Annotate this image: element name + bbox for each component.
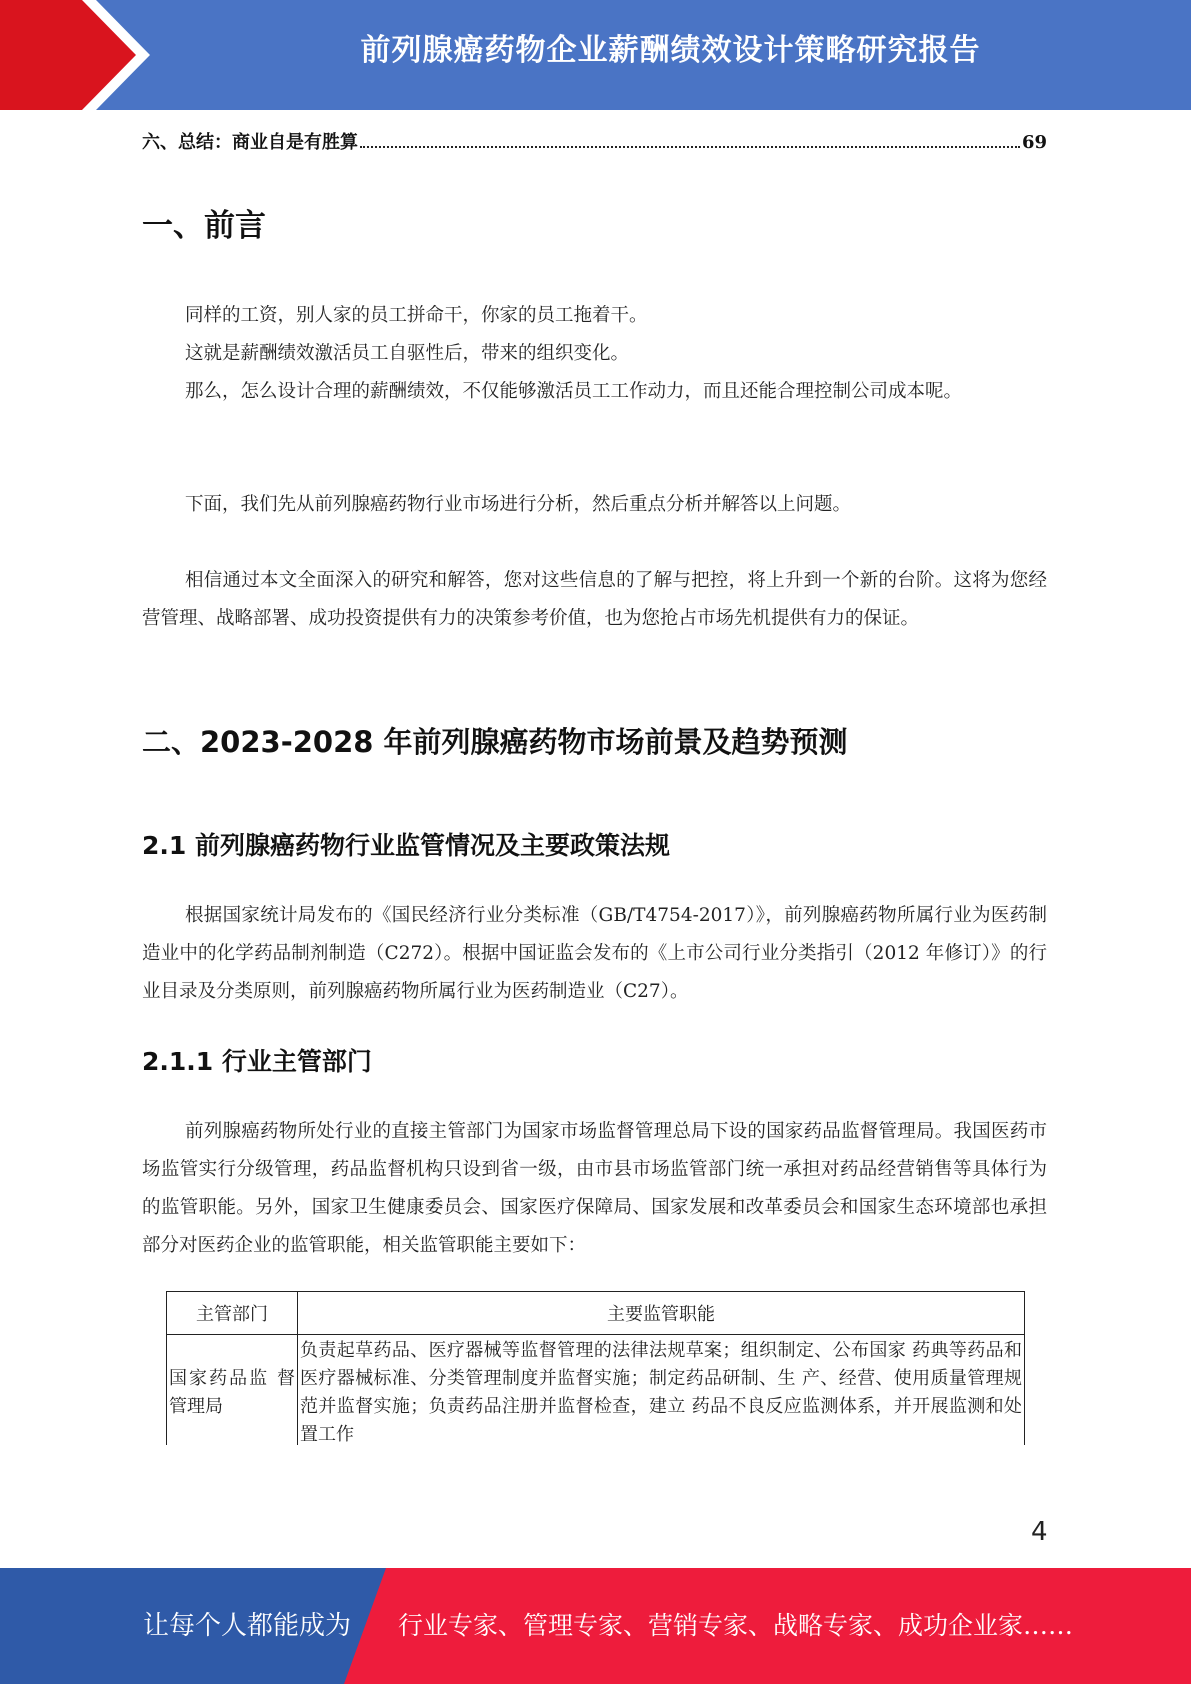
- section-heading-preface: 一、前言: [142, 208, 266, 244]
- table-cell-duty: 负责起草药品、医疗器械等监督管理的法律法规草案；组织制定、公布国家 药典等药品和医疗器械标准、分类管理制度并监督实施；制定药品研制、生 产、经营、使用质量管理规范并监督实施；负责药品注册并监督检查，建立 药品不良反应监测体系，并开展监测和处置工作: [298, 1335, 1025, 1452]
- paragraph: 根据国家统计局发布的《国民经济行业分类标准（GB/T4754-2017）》，前列腺癌药物所属行业为医药制造业中的化学药品制剂制造（C272）。根据中国证监会发布的《上市公司行业分类指引（2012 年修订）》的行业目录及分类原则，前列腺癌药物所属行业为医药制造业（C27）。: [142, 905, 1047, 1002]
- header-arrow-shape: [0, 0, 136, 110]
- toc-entry[interactable]: [142, 128, 1047, 154]
- section-heading-market-outlook: 二、2023-2028 年前列腺癌药物市场前景及趋势预测: [142, 725, 848, 759]
- paragraph: 那么，怎么设计合理的薪酬绩效，不仅能够激活员工工作动力，而且还能合理控制公司成本呢。: [185, 381, 963, 402]
- table-row: [167, 1335, 1025, 1452]
- paragraph: 前列腺癌药物所处行业的直接主管部门为国家市场监督管理总局下设的国家药品监督管理局。我国医药市场监管实行分级管理，药品监督机构只设到省一级，由市县市场监管部门统一承担对药品经营销售等具体行为的监管职能。另外，国家卫生健康委员会、国家医疗保障局、国家发展和改革委员会和国家生态环境部也承担部分对医药企业的监管职能，相关监管职能主要如下：: [142, 1121, 1047, 1256]
- paragraph: 同样的工资，别人家的员工拼命干，你家的员工拖着干。: [185, 305, 648, 326]
- page-break-mask: [160, 1445, 1040, 1475]
- subsection-heading-authorities: 2.1.1 行业主管部门: [142, 1047, 372, 1076]
- paragraph: 相信通过本文全面深入的研究和解答，您对这些信息的了解与把控，将上升到一个新的台阶。这将为您经营管理、战略部署、成功投资提供有力的决策参考价值，也为您抢占市场先机提供有力的保证。: [142, 570, 1047, 629]
- header-title: 前列腺癌药物企业薪酬绩效设计策略研究报告: [360, 33, 981, 68]
- table-header-cell: 主管部门: [167, 1292, 298, 1335]
- footer-slogan-right: 行业专家、管理专家、营销专家、战略专家、成功企业家……: [398, 1611, 1074, 1640]
- table-header-row: [167, 1292, 1025, 1335]
- page-footer: [0, 1568, 1191, 1684]
- toc-entry-page: 69: [1021, 132, 1047, 153]
- footer-slogan-left: 让每个人都能成为: [143, 1611, 352, 1641]
- regulator-table: [166, 1291, 1025, 1452]
- page-header: [0, 0, 1191, 110]
- paragraph: 这就是薪酬绩效激活员工自驱性后，带来的组织变化。: [185, 343, 630, 364]
- table-cell-department: 国家药品监 督管理局: [167, 1335, 298, 1452]
- toc-leader-dots: [360, 146, 1020, 148]
- page-number: 4: [1031, 1517, 1048, 1547]
- paragraph: 下面，我们先从前列腺癌药物行业市场进行分析，然后重点分析并解答以上问题。: [185, 494, 852, 515]
- table-header-cell: 主要监管职能: [298, 1292, 1025, 1335]
- subsection-heading-regulation: 2.1 前列腺癌药物行业监管情况及主要政策法规: [142, 831, 670, 860]
- toc-entry-label: 六、总结：商业自是有胜算: [142, 132, 358, 153]
